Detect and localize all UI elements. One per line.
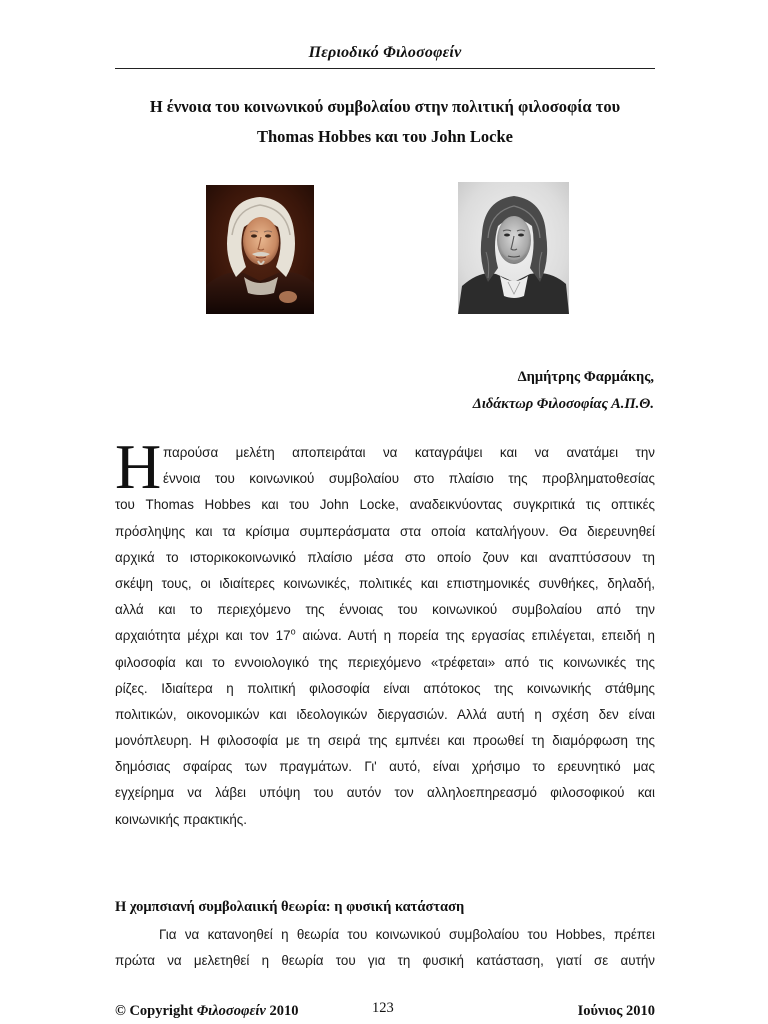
header-rule bbox=[115, 68, 655, 69]
intro-line: αλλά και το περιεχόμενο της έννοιας του κοινωνικού συμβολαίου από την bbox=[115, 602, 655, 618]
intro-line: εγχείρημα να λάβει υπόψη του αυτόν τον αλληλοεπηρεασμό φιλοσοφικού και bbox=[115, 785, 655, 801]
dropcap: Η bbox=[115, 431, 162, 502]
intro-line: αρχικά το ιστορικοκοινωνικό πλαίσιο μέσα στο οποίο ζουν και αναπτύσσουν τη bbox=[115, 549, 655, 565]
article-title-line-2: Thomas Hobbes και του John Locke bbox=[256, 127, 514, 146]
author-affiliation: Διδάκτωρ Φιλοσοφίας Α.Π.Θ. bbox=[472, 396, 654, 412]
section-line: πρώτα να μελετηθεί η θεωρία του για τη φυσική κατάσταση, γιατί σε αυτήν bbox=[115, 953, 655, 969]
intro-line: πολιτικών, οικονομικών και ιδεολογικών διεργασιών. Αλλά αυτή η σχέση δεν είναι bbox=[115, 706, 655, 722]
author-block bbox=[473, 364, 654, 418]
intro-line: πρόσληψης και τα κρίσιμα συμπεράσματα στα οποία καταλήγουν. Θα διερευνηθεί bbox=[115, 523, 655, 539]
century-rest: αιώνα. Αυτή η πορεία της εργασίας επιλέγεται, επειδή η bbox=[295, 628, 655, 644]
copyright-notice bbox=[115, 1003, 298, 1020]
article-title bbox=[100, 92, 670, 152]
intro-line: σκέψη τους, οι ιδιαίτερες κοινωνικές, πολιτικές και επιστημονικές συνθήκες, δηλαδή, bbox=[115, 575, 655, 591]
century-superscript: ο bbox=[290, 626, 296, 637]
intro-line: δημόσιας σφαίρας των πραγμάτων. Γι' αυτό, είναι χρήσιμο το ερευνητικό μας bbox=[115, 759, 655, 775]
copyright-year: 2010 bbox=[265, 1003, 299, 1019]
section-paragraph bbox=[115, 922, 655, 974]
intro-line: έννοια του κοινωνικού συμβολαίου στο πλαίσιο της προβληματοθεσίας bbox=[163, 471, 655, 487]
copyright-prefix: © Copyright bbox=[115, 1003, 197, 1019]
intro-line: φιλοσοφία και το εννοιολογικό της περιεχόμενο «τρέφεται» από τις κοινωνικές της bbox=[115, 654, 655, 670]
section-heading: Η χομπσιανή συμβολαιική θεωρία: η φυσική κατάσταση bbox=[115, 899, 465, 915]
author-name: Δημήτρης Φαρμάκης, bbox=[517, 369, 654, 385]
portrait-hobbes bbox=[206, 185, 314, 314]
intro-line: κοινωνικής πρακτικής. bbox=[115, 811, 247, 827]
issue-date: Ιούνιος 2010 bbox=[577, 1003, 655, 1019]
copyright-magazine: Φιλοσοφείν bbox=[196, 1003, 266, 1019]
page-number: 123 bbox=[372, 1000, 394, 1016]
intro-line-century bbox=[115, 623, 655, 649]
page-footer bbox=[115, 1000, 655, 1022]
portrait-locke bbox=[458, 182, 569, 314]
century-prefix: αρχαιότητα μέχρι και τον 17 bbox=[115, 628, 291, 644]
intro-line: του Thomas Hobbes και του John Locke, αναδεικνύοντας συγκριτικά τις οπτικές bbox=[115, 497, 655, 513]
intro-line: παρούσα μελέτη αποπειράται να καταγράψει και να ανατάμει την bbox=[163, 445, 655, 460]
article-title-line-1: Η έννοια του κοινωνικού συμβολαίου στην πολιτική φιλοσοφία του bbox=[149, 97, 621, 116]
intro-line: μονόπλευρη. Η φιλοσοφία με τη σειρά της εμπνέει και προωθεί τη διαμόρφωση της bbox=[115, 733, 655, 749]
intro-line: ρίζες. Ιδιαίτερα η πολιτική φιλοσοφία είναι απότοκος της κοινωνικής στάθμης bbox=[115, 680, 655, 696]
section-line: Για να κατανοηθεί η θεωρία του κοινωνικού συμβολαίου του Hobbes, πρέπει bbox=[159, 927, 655, 942]
running-header: Περιοδικό Φιλοσοφείν bbox=[308, 44, 462, 61]
intro-paragraph bbox=[115, 431, 655, 833]
